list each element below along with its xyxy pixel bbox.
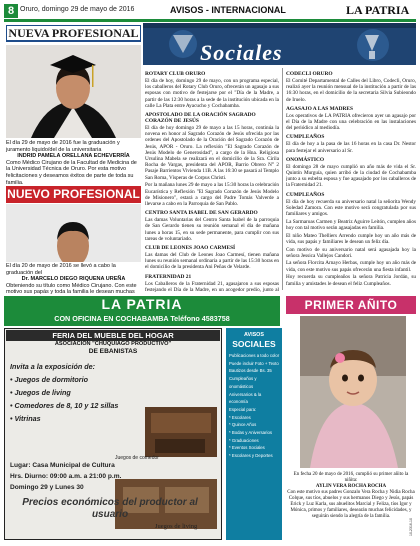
- graduate-photo-woman: [6, 45, 141, 138]
- graduate-name: INDRID PAMELA ORELLANA ECHEVERRÍA: [17, 153, 130, 160]
- article-heading: CLUB DE LEONES JOAO CARMESÍ: [145, 244, 236, 251]
- feria-lugar: Lugar: Casa Municipal de Cultura: [10, 462, 115, 469]
- avisos-item: * Eventos Sociales: [229, 445, 265, 451]
- feria-line: • Vitrinas: [10, 414, 41, 423]
- caption-lead: El día 29 de mayo de 2016 fue la graduación y juramento liquido/del de la universitaria: [6, 140, 120, 153]
- article-body: El día de hoy recuerda su aniversario natal la señorita Wendy Soledad Zamora. Con este motivo será congratulada por sus familiares y amigos.: [286, 198, 416, 218]
- article-heading: CUMPLEAÑOS: [286, 191, 325, 198]
- article-body: Los Caballeros de la Fraternidad 21, agasajaron a sus esposas festejando el Día de la Madre, en un acogedor predio, junto al: [145, 280, 279, 292]
- graduate-name: Dr. MARCELO DIEGO RIQUENA UREÑA: [21, 276, 126, 283]
- caption-nueva-profesional: [6, 140, 141, 186]
- avisos-title-1: AVISOS: [244, 332, 264, 338]
- feria-photo-label-living: Juegos de living: [155, 523, 198, 530]
- primer-anito-caption: [287, 472, 415, 520]
- issue-date: Oruro, domingo 29 de mayo de 2016: [20, 6, 135, 13]
- avisos-item: Publicaciones a todo color: [229, 353, 280, 358]
- article-body: El niño Mateo Thelliers Arrendo cumple hoy un año más de vida, sus papás y familiares le desean un feliz día.: [286, 232, 416, 245]
- avisos-item: Especial para:: [229, 406, 257, 412]
- article-body: El día de hoy a la pasa de las 16 horas en la casa Dr. Nestor para festejar el aniversario al Sr.: [286, 141, 416, 154]
- article-heading: CODECLI ORURO: [286, 71, 333, 77]
- baby-name: AYLIN VERA ROCHA ROCHA: [315, 484, 387, 489]
- feria-subtitle-2: DE EBANISTAS: [88, 348, 138, 355]
- feria-line: Invita a la exposición de:: [10, 362, 96, 371]
- avisos-item: * Graduaciones: [229, 437, 259, 443]
- sociales-title: Sociales: [200, 40, 283, 65]
- article-heading: APOSTOLADO DE LA ORACIÓN SAGRADO CORAZÓN DE JESÚS: [145, 112, 256, 125]
- caption-lead: En fecha 20 de mayo de 2016, cumplió su primer añito la niñita:: [293, 472, 409, 483]
- feria-subtitle: ASOCIACIÓN "CHUQUIAGO PRODUCTIVO": [54, 341, 172, 347]
- article-heading: CUMPLEAÑOS: [286, 134, 325, 141]
- kicker-nuevo-profesional: NUEVO PROFESIONAL: [7, 187, 140, 201]
- article-heading: FRATERNIDAD 21: [145, 273, 192, 280]
- avisos-item: Puede incluir Foto + Texto: [229, 360, 279, 366]
- la-patria-ad-name: LA PATRIA: [101, 296, 183, 312]
- article-body: Por la mañana lunes 29 de mayo a las 15:30 horas la celebración Eucarística y Reflexión "El Sagrado Corazón de Jesús Modelo de Misionero", estará a cargo del Padre Tomás Valverde a llevarse a cabo en la Parroquia de San Pablo.: [145, 182, 279, 207]
- baby-photo: [300, 316, 406, 468]
- primer-anito-banner: PRIMER AÑITO: [286, 296, 416, 314]
- kicker-nueva-profesional: NUEVA PROFESIONAL: [6, 25, 141, 42]
- feria-photo-label-comedor: Juegos de comedor: [115, 455, 159, 461]
- article-heading: ROTARY CLUB ORURO: [145, 71, 206, 77]
- column-divider: [282, 68, 283, 290]
- caption-lead: El día 20 de mayo de 2016 se llevó a cabo la graduación del: [6, 263, 116, 276]
- feria-horario: Hrs. Diurno: 09:00 a.m. a 21:00 p.m.: [10, 473, 122, 480]
- avisos-item: * Quince Años: [229, 422, 257, 428]
- section-title: AVISOS - INTERNACIONAL: [170, 5, 286, 15]
- article-body: Con motivo de su aniversario natal será agasajada hoy la señora Jessica Vallejos Candori.: [286, 246, 416, 259]
- article-body: La Sarmaroas Carmen y Beatriz Aguirre Leitón, cumplen años hoy con tal motivo serán agasajadas en familia.: [286, 218, 416, 231]
- side-code: 10-2316-10: [409, 518, 413, 536]
- avisos-item: Aniversarios & la economía: [229, 391, 262, 405]
- sociales-column-2: [286, 68, 416, 292]
- article-body: El domingo 28 de mayo cumplió un año más de vida el Sr. Quintín Murguía, quien arribó de la ciudad de Cochabamba junto a su esbelta esposa y fue agasajado por los caballeros de la Fraternidad 21.: [286, 163, 416, 189]
- feria-line: • Juegos de living: [10, 388, 71, 397]
- avisos-list: [229, 352, 281, 460]
- avisos-item: * Escolares y Deportes: [229, 453, 273, 459]
- feria-precios: Precios económicos del productor al usuario: [22, 497, 198, 520]
- la-patria-ad-subtitle: CON OFICINA EN COCHABAMBA Teléfono 4583758: [54, 314, 230, 323]
- page-number: 8: [4, 4, 18, 18]
- avisos-title-2: SOCIALES: [232, 339, 276, 349]
- feria-fechas: Domingo 29 y Lunes 30: [10, 484, 84, 491]
- feria-line: • Comedores de 8, 10 y 12 sillas: [10, 401, 119, 410]
- article-body: El Comité Departamental de Calles del Libro, Codecli, Oruro, realizó ayer la reunión mensual de la institución a partir de las 16:30 horas, en el domicilio de la secretaria Silvia Subieondo de Iruelo.: [286, 78, 416, 103]
- article-body: Las damas del Club de Leones Joao Carmesí, tienen mañana lunes su reunión semanal ordinaria a partir de las 15:30 horas en el domicilio de la presidenta Ani Peñas de Velarde.: [145, 251, 279, 271]
- avisos-item: Cumpleaños y onomásticos: [229, 376, 257, 389]
- feria-line: • Juegos de dormitorio: [10, 375, 88, 384]
- caption-body: Como Médico Cirujano de la Facultad de Medicina de la Universidad Técnica de Oruro. Por esta motivo felicitaciones y deseamos éxitos de parte de toda su familia.: [6, 159, 137, 186]
- caption-body: Obteniendo su título como Médico Cirujano. Con este motivo sus papás y toda la familia le desean muchas: [6, 282, 137, 296]
- sociales-column-1: [145, 68, 279, 292]
- avisos-item: * Bodas y Aniversarios: [229, 430, 272, 436]
- article-body: Las damas Voluntarias del Centro Santa Isabel de la parroquia de San Gerardo tienen su reunión semanal el día de mañana lunes a horas 15, en su sede permanente, para cumplir con sus tareas de voluntariado.: [145, 217, 279, 242]
- article-body: Los operativos de LA PATRIA ofrecieron ayer un agasajo por el Día de la Madre con una celebración en las instalaciones del periódico al mediodía.: [286, 112, 416, 132]
- article-body: El día de hoy, domingo 29 de mayo, con un programa especial, los caballeros del Rotary Club Oruro, ofrecerán un agasajo a sus esposas con motivo de festejarse por el "Día de la Madre, a partir de las 12:30 horas a la sede de la institución ubicada en la calle La Plata entre Ayacucho y Cochabamba.: [145, 78, 279, 109]
- caption-body: Con este motivo sus padres Gonzalo Vera Rocha y Nidia Rocha Colque, sus tíos, abuelos y sus hermanos Diego y Jesús, papás Erick y Luz Karla, sus abuelitos Marcial y Feliza, tíos Igor y Mónica, primos y familiares, desearán muchas felicidades, y seguirán siendo la alegría de la familia.: [287, 490, 415, 519]
- article-body: El día de hoy domingo 29 de mayo a las 15 horas, continúa la novena en honor al Sagrado Corazón de Jesús ofrecida por las ordenes del Apostolado de la Oración del Sagrado Corazón de Jesús, APOR - Oruro. La reflexión "El Sagrado Corazón de Jesús Modelo de Generosidad", a cargo de la Hna. Religiosa Ursulina Mabela se realizará en el domicilio de la Sra. Cirila Rocha de Vargas, presidenta del APOR, Barrio Obrero N° 2 Pasaje Barrientos Vivienda 11B. A las 16:30 se pasará al Templo San Roma, Vísperas de Corpus Christi.: [145, 125, 279, 181]
- avisos-item: Bautizos desde Bs. 35: [229, 368, 272, 374]
- feria-title: FERIA DEL MUEBLE DEL HOGAR: [6, 330, 220, 341]
- article-heading: CENTRO SANTA ISABEL DE SAN GERARDO: [145, 210, 258, 217]
- newspaper-logo: LA PATRIA: [346, 3, 410, 17]
- article-body: Hoy recuerda su cumpleaños la señora Patricia Jordán, su familia y amistades le desean el feliz Cumpleaños.: [286, 274, 416, 287]
- header-rule: [4, 19, 416, 22]
- article-heading: AGASAJO A LAS MADRES: [286, 105, 353, 112]
- article-heading: ONOMÁSTICO: [286, 156, 325, 163]
- avisos-item: * Escolares: [229, 414, 251, 420]
- article-body: La señora Florcita Arnayo Herbas, cumple hoy un año más de vida, con este motivo sus papás ofrecerán una fiesta infantil.: [286, 260, 416, 273]
